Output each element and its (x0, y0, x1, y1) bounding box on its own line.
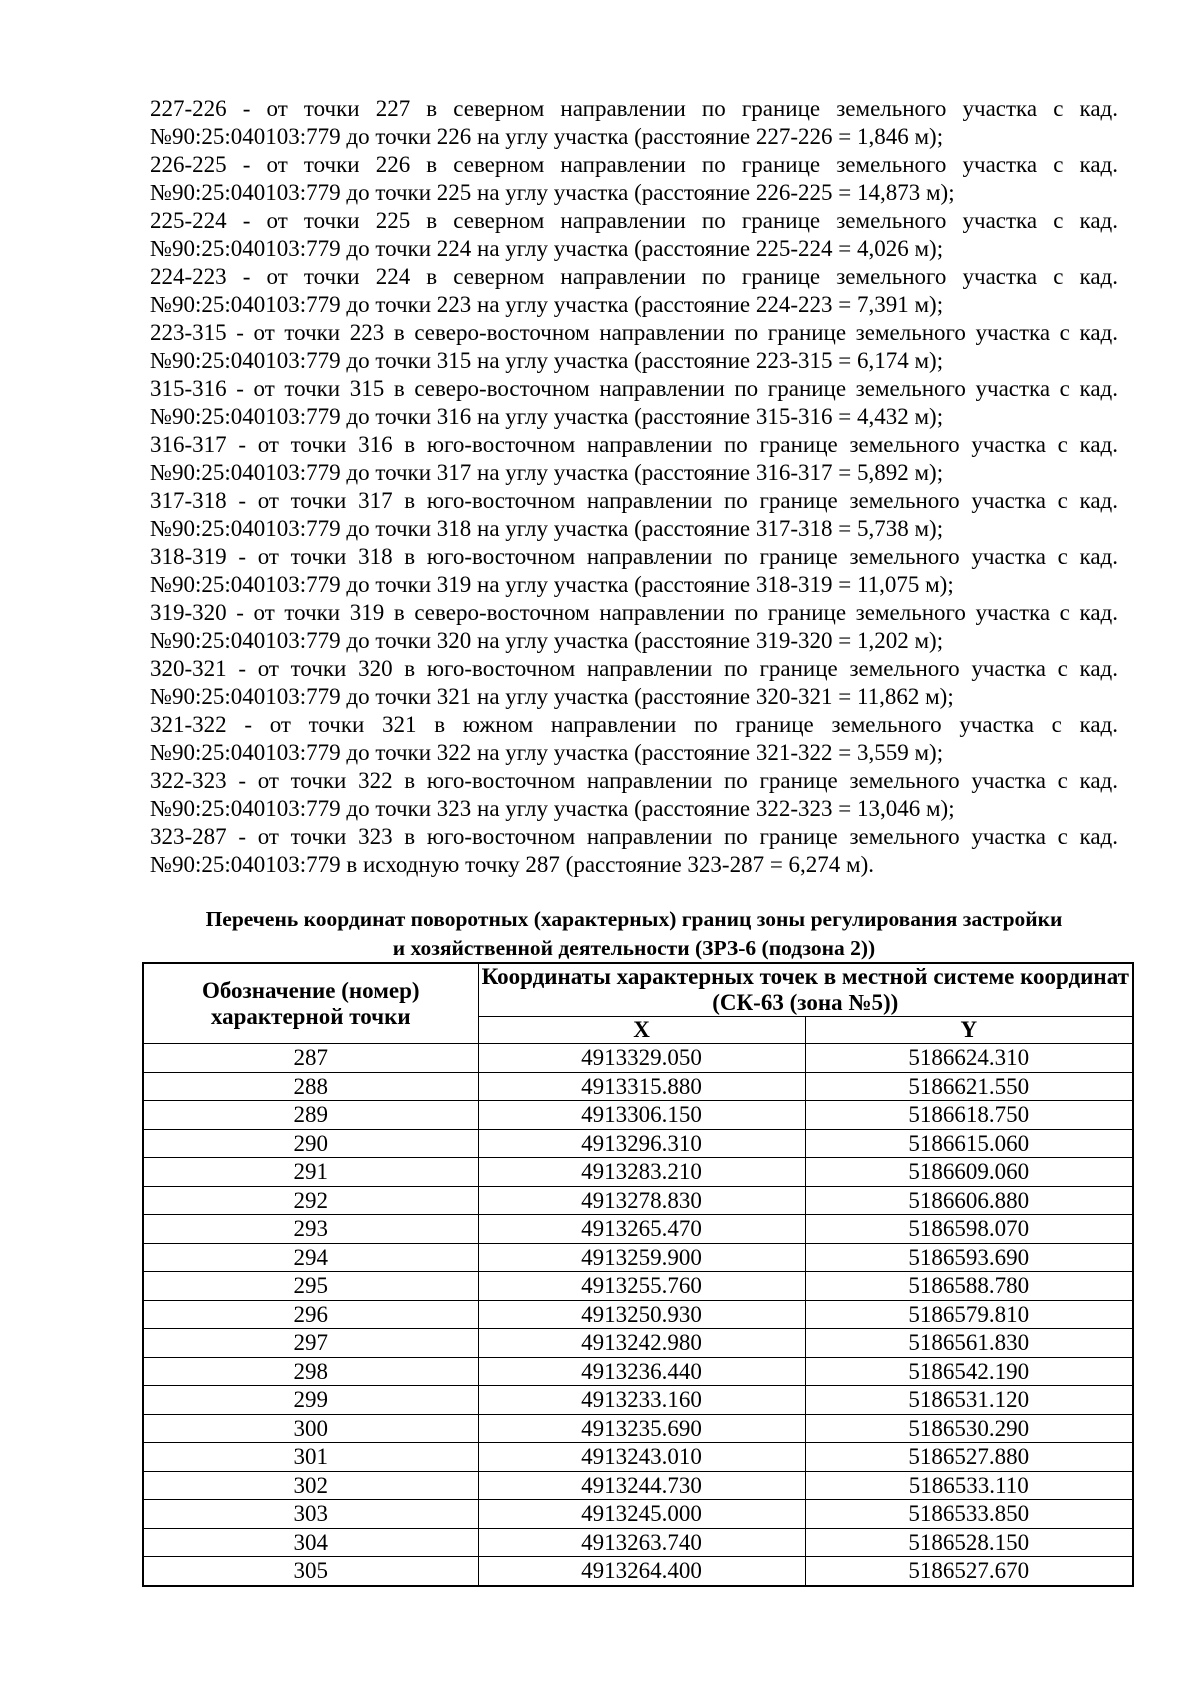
table-row (143, 1158, 1133, 1187)
table-row (143, 1300, 1133, 1329)
point-number-cell: 304 (143, 1528, 478, 1557)
segment-line-1: 323-287 - от точки 323 в юго-восточном направлении по границе земельного участка с кад. (150, 824, 1118, 849)
table-title-line-1: Перечень координат поворотных (характерных) границ зоны регулирования застройки (205, 907, 1063, 931)
y-coordinate-cell: 5186531.120 (805, 1386, 1133, 1415)
header-point-number: Обозначение (номер) характерной точки (143, 963, 478, 1044)
y-coordinate-cell: 5186618.750 (805, 1101, 1133, 1130)
y-coordinate-cell: 5186530.290 (805, 1414, 1133, 1443)
header-coordinates: Координаты характерных точек в местной системе координат (СК-63 (зона №5)) (478, 963, 1133, 1017)
point-number-cell: 305 (143, 1557, 478, 1586)
table-row (143, 1500, 1133, 1529)
segment-line-2: №90:25:040103:779 до точки 323 на углу участка (расстояние 322-323 = 13,046 м); (150, 796, 955, 821)
segment-line-1: 319-320 - от точки 319 в северо-восточном направлении по границе земельного участка с кад. (150, 600, 1118, 625)
segment-line-1: 224-223 - от точки 224 в северном направлении по границе земельного участка с кад. (150, 264, 1118, 289)
y-coordinate-cell: 5186609.060 (805, 1158, 1133, 1187)
x-coordinate-cell: 4913329.050 (478, 1044, 805, 1073)
boundary-segment (150, 375, 1118, 431)
x-coordinate-cell: 4913243.010 (478, 1443, 805, 1472)
x-coordinate-cell: 4913306.150 (478, 1101, 805, 1130)
table-body (143, 1044, 1133, 1586)
segment-line-2: №90:25:040103:779 в исходную точку 287 (расстояние 323-287 = 6,274 м). (150, 852, 875, 877)
table-row (143, 1272, 1133, 1301)
point-number-cell: 299 (143, 1386, 478, 1415)
y-coordinate-cell: 5186598.070 (805, 1215, 1133, 1244)
segment-line-2: №90:25:040103:779 до точки 318 на углу участка (расстояние 317-318 = 5,738 м); (150, 516, 944, 541)
x-coordinate-cell: 4913264.400 (478, 1557, 805, 1586)
y-coordinate-cell: 5186593.690 (805, 1243, 1133, 1272)
y-coordinate-cell: 5186621.550 (805, 1072, 1133, 1101)
boundary-segment (150, 207, 1118, 263)
table-row (143, 1072, 1133, 1101)
x-coordinate-cell: 4913244.730 (478, 1471, 805, 1500)
table-row (143, 1357, 1133, 1386)
table-row (143, 1329, 1133, 1358)
x-coordinate-cell: 4913233.160 (478, 1386, 805, 1415)
y-coordinate-cell: 5186542.190 (805, 1357, 1133, 1386)
table-row (143, 1414, 1133, 1443)
x-coordinate-cell: 4913315.880 (478, 1072, 805, 1101)
point-number-cell: 290 (143, 1129, 478, 1158)
x-coordinate-cell: 4913255.760 (478, 1272, 805, 1301)
segment-line-1: 225-224 - от точки 225 в северном направлении по границе земельного участка с кад. (150, 208, 1118, 233)
segment-line-2: №90:25:040103:779 до точки 316 на углу участка (расстояние 315-316 = 4,432 м); (150, 404, 944, 429)
segment-line-1: 322-323 - от точки 322 в юго-восточном направлении по границе земельного участка с кад. (150, 768, 1118, 793)
table-row (143, 1186, 1133, 1215)
segment-line-2: №90:25:040103:779 до точки 223 на углу участка (расстояние 224-223 = 7,391 м); (150, 292, 944, 317)
boundary-segment (150, 263, 1118, 319)
point-number-cell: 303 (143, 1500, 478, 1529)
table-row (143, 1044, 1133, 1073)
boundary-segment (150, 95, 1118, 151)
point-number-cell: 301 (143, 1443, 478, 1472)
point-number-cell: 292 (143, 1186, 478, 1215)
y-coordinate-cell: 5186533.850 (805, 1500, 1133, 1529)
boundary-segment (150, 599, 1118, 655)
y-coordinate-cell: 5186561.830 (805, 1329, 1133, 1358)
boundary-description (150, 95, 1118, 879)
table-row (143, 1215, 1133, 1244)
table-row (143, 1129, 1133, 1158)
x-coordinate-cell: 4913236.440 (478, 1357, 805, 1386)
segment-line-2: №90:25:040103:779 до точки 321 на углу участка (расстояние 320-321 = 11,862 м); (150, 684, 954, 709)
table-title-line-2: и хозяйственной деятельности (ЗРЗ-6 (подзона 2)) (392, 936, 876, 960)
segment-line-2: №90:25:040103:779 до точки 320 на углу участка (расстояние 319-320 = 1,202 м); (150, 628, 944, 653)
table-row (143, 1101, 1133, 1130)
boundary-segment (150, 431, 1118, 487)
x-coordinate-cell: 4913283.210 (478, 1158, 805, 1187)
point-number-cell: 297 (143, 1329, 478, 1358)
header-y: Y (805, 1017, 1133, 1044)
boundary-segment (150, 151, 1118, 207)
table-row (143, 1471, 1133, 1500)
y-coordinate-cell: 5186588.780 (805, 1272, 1133, 1301)
x-coordinate-cell: 4913296.310 (478, 1129, 805, 1158)
point-number-cell: 289 (143, 1101, 478, 1130)
point-number-cell: 291 (143, 1158, 478, 1187)
segment-line-1: 316-317 - от точки 316 в юго-восточном направлении по границе земельного участка с кад. (150, 432, 1118, 457)
table-row (143, 1528, 1133, 1557)
segment-line-2: №90:25:040103:779 до точки 226 на углу участка (расстояние 227-226 = 1,846 м); (150, 124, 944, 149)
segment-line-1: 226-225 - от точки 226 в северном направлении по границе земельного участка с кад. (150, 152, 1118, 177)
segment-line-1: 223-315 - от точки 223 в северо-восточном направлении по границе земельного участка с кад. (150, 320, 1118, 345)
y-coordinate-cell: 5186533.110 (805, 1471, 1133, 1500)
x-coordinate-cell: 4913278.830 (478, 1186, 805, 1215)
y-coordinate-cell: 5186527.670 (805, 1557, 1133, 1586)
segment-line-2: №90:25:040103:779 до точки 317 на углу участка (расстояние 316-317 = 5,892 м); (150, 460, 944, 485)
boundary-segment (150, 823, 1118, 879)
segment-line-2: №90:25:040103:779 до точки 224 на углу участка (расстояние 225-224 = 4,026 м); (150, 236, 944, 261)
coordinates-table (142, 962, 1134, 1587)
segment-line-1: 320-321 - от точки 320 в юго-восточном направлении по границе земельного участка с кад. (150, 656, 1118, 681)
x-coordinate-cell: 4913265.470 (478, 1215, 805, 1244)
point-number-cell: 293 (143, 1215, 478, 1244)
table-row (143, 1443, 1133, 1472)
table-row (143, 1386, 1133, 1415)
segment-line-2: №90:25:040103:779 до точки 225 на углу участка (расстояние 226-225 = 14,873 м); (150, 180, 955, 205)
point-number-cell: 295 (143, 1272, 478, 1301)
table-title (148, 905, 1120, 963)
boundary-segment (150, 543, 1118, 599)
table-row (143, 1557, 1133, 1586)
header-x: X (478, 1017, 805, 1044)
boundary-segment (150, 655, 1118, 711)
x-coordinate-cell: 4913245.000 (478, 1500, 805, 1529)
segment-line-1: 318-319 - от точки 318 в юго-восточном направлении по границе земельного участка с кад. (150, 544, 1118, 569)
y-coordinate-cell: 5186528.150 (805, 1528, 1133, 1557)
point-number-cell: 287 (143, 1044, 478, 1073)
x-coordinate-cell: 4913263.740 (478, 1528, 805, 1557)
segment-line-1: 317-318 - от точки 317 в юго-восточном направлении по границе земельного участка с кад. (150, 488, 1118, 513)
segment-line-2: №90:25:040103:779 до точки 322 на углу участка (расстояние 321-322 = 3,559 м); (150, 740, 944, 765)
y-coordinate-cell: 5186579.810 (805, 1300, 1133, 1329)
x-coordinate-cell: 4913250.930 (478, 1300, 805, 1329)
point-number-cell: 288 (143, 1072, 478, 1101)
segment-line-1: 315-316 - от точки 315 в северо-восточном направлении по границе земельного участка с кад. (150, 376, 1118, 401)
x-coordinate-cell: 4913242.980 (478, 1329, 805, 1358)
segment-line-1: 227-226 - от точки 227 в северном направлении по границе земельного участка с кад. (150, 96, 1118, 121)
boundary-segment (150, 319, 1118, 375)
point-number-cell: 300 (143, 1414, 478, 1443)
point-number-cell: 302 (143, 1471, 478, 1500)
point-number-cell: 298 (143, 1357, 478, 1386)
boundary-segment (150, 767, 1118, 823)
segment-line-2: №90:25:040103:779 до точки 315 на углу участка (расстояние 223-315 = 6,174 м); (150, 348, 944, 373)
segment-line-2: №90:25:040103:779 до точки 319 на углу участка (расстояние 318-319 = 11,075 м); (150, 572, 954, 597)
boundary-segment (150, 487, 1118, 543)
y-coordinate-cell: 5186527.880 (805, 1443, 1133, 1472)
table-row (143, 1243, 1133, 1272)
segment-line-1: 321-322 - от точки 321 в южном направлении по границе земельного участка с кад. (150, 712, 1118, 737)
y-coordinate-cell: 5186624.310 (805, 1044, 1133, 1073)
y-coordinate-cell: 5186615.060 (805, 1129, 1133, 1158)
point-number-cell: 294 (143, 1243, 478, 1272)
y-coordinate-cell: 5186606.880 (805, 1186, 1133, 1215)
boundary-segment (150, 711, 1118, 767)
x-coordinate-cell: 4913259.900 (478, 1243, 805, 1272)
point-number-cell: 296 (143, 1300, 478, 1329)
x-coordinate-cell: 4913235.690 (478, 1414, 805, 1443)
